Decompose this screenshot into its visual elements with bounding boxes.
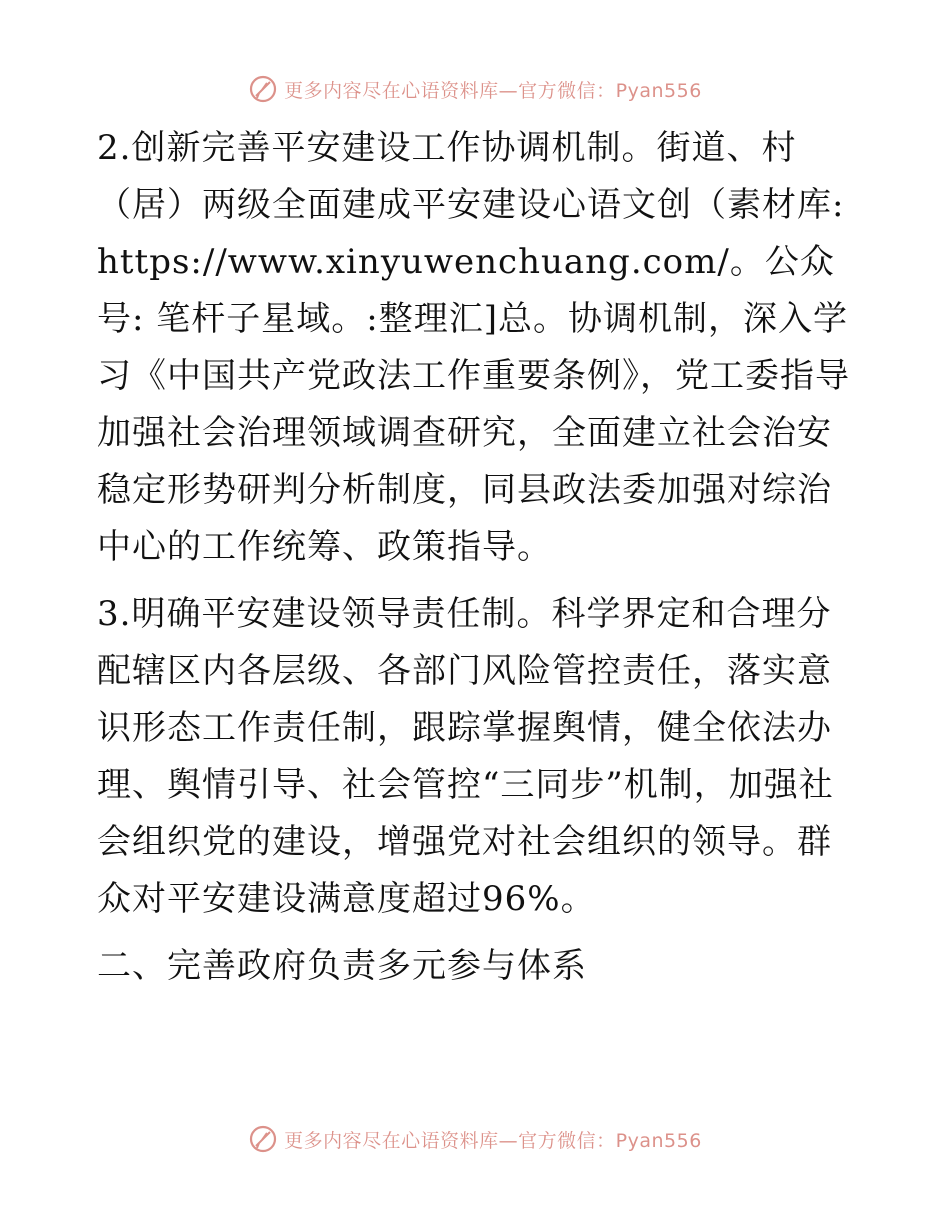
watermark-text: 更多内容尽在心语资料库—官方微信：Pyan556 [284, 1129, 702, 1152]
paragraph-item-3: 3.明确平安建设领导责任制。科学界定和合理分配辖区内各层级、各部门风险管控责任，落实意识形态工作责任制，跟踪掌握舆情，健全依法办理、舆情引导、社会管控“三同步”机制，加强社会组织党的建设，增强党对社会组织的领导。群众对平安建设满意度超过96%。 [97, 594, 834, 919]
watermark-text: 更多内容尽在心语资料库—官方微信：Pyan556 [284, 79, 702, 102]
section-heading: 二、完善政府负责多元参与体系 [97, 946, 587, 986]
paragraph-item-2: 2.创新完善平安建设工作协调机制。街道、村（居）两级全面建成平安建设心语文创（素材库:https://www.xinyuwenchuang.com/。公众号: 笔杆子星域。:整理汇]总。协调机制，深入学习《中国共产党政法工作重要条例》，党工委指导加强社会治理领域调查研究，全面建立社会治安稳定形势研判分析制度，同县政法委加强对综治中心的工作统筹、政策指导。 [97, 128, 850, 567]
feather-pen-logo-icon [248, 1124, 278, 1154]
footer-watermark [0, 1124, 950, 1154]
document-body [97, 120, 857, 1005]
feather-pen-logo-icon [248, 74, 278, 104]
header-watermark [0, 74, 950, 104]
